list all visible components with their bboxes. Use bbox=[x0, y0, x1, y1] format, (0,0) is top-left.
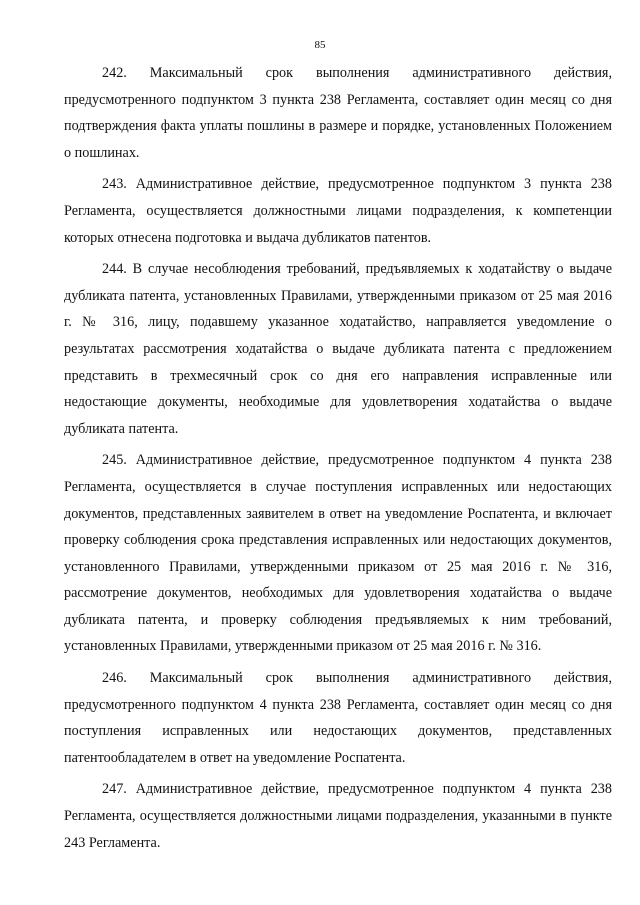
page-number: 85 bbox=[314, 39, 326, 51]
paragraph-247: 247. Административное действие, предусмотренное подпунктом 4 пункта 238 Регламента, осуществляется должностными лицами подразделения, указанными в пункте 243 Регламента. bbox=[64, 781, 612, 851]
paragraph-244: 244. В случае несоблюдения требований, предъявляемых к ходатайству о выдаче дубликата патента, установленных Правилами, утвержденными приказом от 25 мая 2016 г. № 316, лицу, подавшему указанное ходатайство, направляется уведомление о результатах рассмотрения ходатайства о выдаче дубликата патента с предложением представить в трехмесячный срок со дня его направления исправленные или недостающие документы, необходимые для удовлетворения ходатайства о выдаче дубликата патента. bbox=[64, 261, 612, 437]
paragraph-245: 245. Административное действие, предусмотренное подпунктом 4 пункта 238 Регламента, осуществляется в случае поступления исправленных или недостающих документов, представленных заявителем в ответ на уведомление Роспатента, и включает проверку соблюдения срока представления исправленных или недостающих документов, установленного Правилами, утвержденными приказом от 25 мая 2016 г. № 316, рассмотрение документов, необходимых для удовлетворения ходатайства о выдаче дубликата патента, и проверку соблюдения предъявляемых к ним требований, установленных Правилами, утвержденными приказом от 25 мая 2016 г. № 316. bbox=[64, 452, 612, 655]
paragraph-246: 246. Максимальный срок выполнения административного действия, предусмотренного подпунктом 4 пункта 238 Регламента, составляет один месяц со дня поступления исправленных или недостающих документов, представленных патентообладателем в ответ на уведомление Роспатента. bbox=[64, 670, 612, 766]
document-body bbox=[64, 60, 612, 861]
paragraph-242: 242. Максимальный срок выполнения административного действия, предусмотренного подпунктом 3 пункта 238 Регламента, составляет один месяц со дня подтверждения факта уплаты пошлины в размере и порядке, установленных Положением о пошлинах. bbox=[64, 65, 612, 161]
paragraph-243: 243. Административное действие, предусмотренное подпунктом 3 пункта 238 Регламента, осуществляется должностными лицами подразделения, к компетенции которых отнесена подготовка и выдача дубликатов патентов. bbox=[64, 176, 612, 246]
